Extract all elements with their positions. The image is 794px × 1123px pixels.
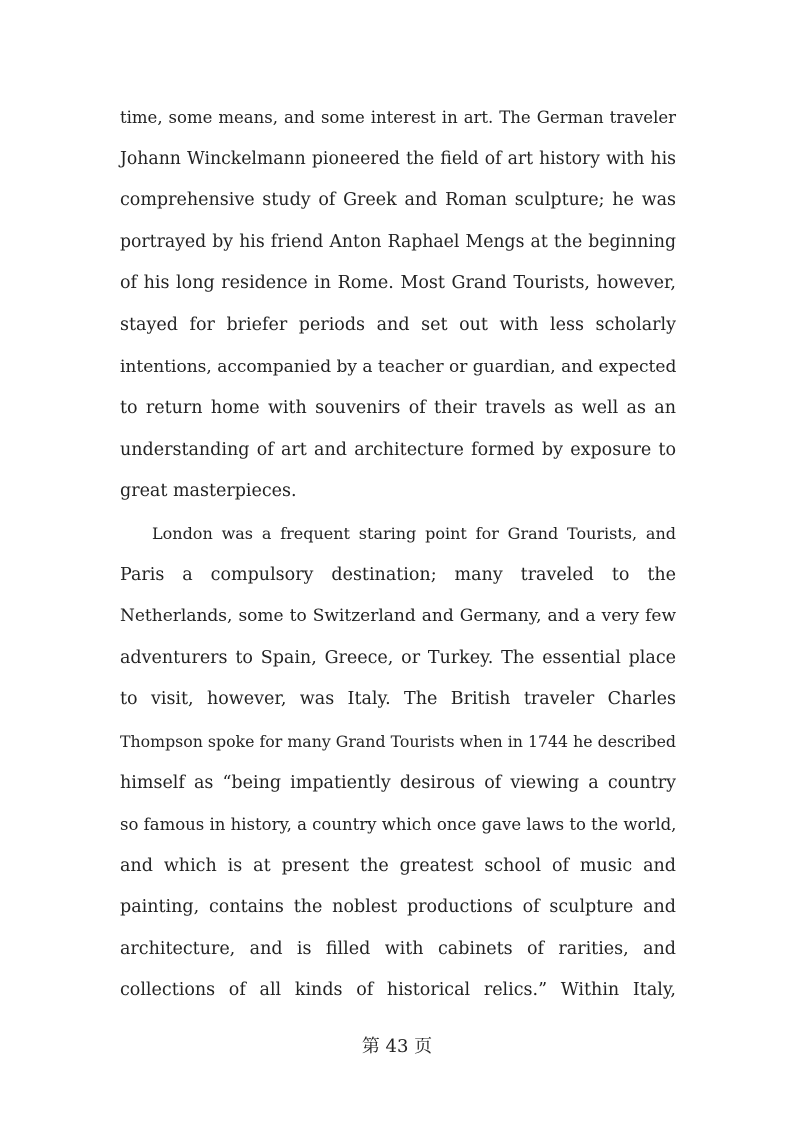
text-line: Netherlands, some to Switzerland and Germany, and a very few (120, 606, 676, 627)
text-line: understanding of art and architecture formed by exposure to (120, 439, 676, 460)
text-line: of his long residence in Rome. Most Grand Tourists, however, (120, 273, 676, 294)
text-line: to visit, however, was Italy. The British traveler Charles (120, 689, 676, 710)
text-line: portrayed by his friend Anton Raphael Mengs at the beginning (120, 231, 676, 252)
text-line: architecture, and is filled with cabinets of rarities, and (120, 938, 676, 959)
text-line: great masterpieces. (120, 481, 297, 502)
text-line: collections of all kinds of historical relics.” Within Italy, (120, 980, 676, 1001)
body-text (120, 97, 676, 1012)
text-line: Paris a compulsory destination; many traveled to the (120, 564, 676, 585)
page-number: 第 43 页 (361, 1036, 433, 1057)
text-line: Johann Winckelmann pioneered the field of art history with his (120, 148, 676, 169)
text-line: painting, contains the noblest productions of sculpture and (120, 897, 676, 918)
text-line: stayed for briefer periods and set out with less scholarly (120, 314, 676, 335)
text-line: Thompson spoke for many Grand Tourists when in 1744 he described (120, 731, 676, 751)
text-line: comprehensive study of Greek and Roman sculpture; he was (120, 190, 676, 211)
text-line: himself as “being impatiently desirous of viewing a country (120, 772, 676, 793)
paragraph-first-line: London was a frequent staring point for Grand Tourists, and (152, 523, 676, 543)
text-line: and which is at present the greatest school of music and (120, 855, 676, 876)
text-line: time, some means, and some interest in art. The German traveler (120, 108, 676, 127)
text-line: to return home with souvenirs of their travels as well as an (120, 398, 676, 419)
text-line: so famous in history, a country which once gave laws to the world, (120, 815, 677, 835)
text-line: intentions, accompanied by a teacher or guardian, and expected (120, 356, 677, 377)
text-line: adventurers to Spain, Greece, or Turkey. The essential place (120, 647, 676, 668)
